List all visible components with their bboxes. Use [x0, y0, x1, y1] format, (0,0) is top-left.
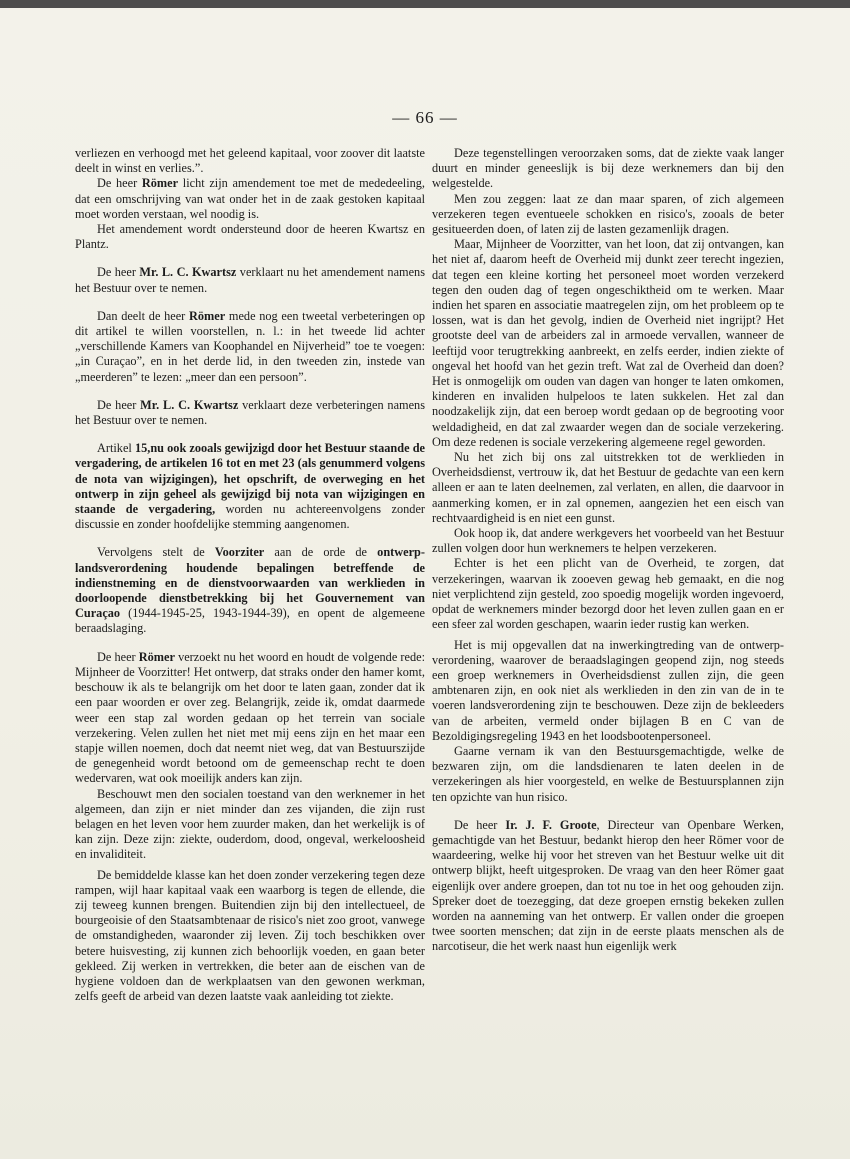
- page-number: — 66 —: [392, 108, 458, 127]
- paragraph: De heer Mr. L. C. Kwartsz verklaart deze verbeteringen namens het Bestuur over te nemen.: [75, 397, 425, 428]
- paragraph: Het is mij opgevallen dat na inwerkingtreding van de ontwerp-verordening, waarover de beraadslagingen geopend zijn, nog steeds een groep werknemers in Overheidsdienst zullen zijn, die geen ambtenaren zijn, en ook niet als werklieden in den zin van de in te voeren landsverordening zijn te beschouwen. Deze zijn de bekleeders van de arbeiten, vermeld onder bijlagen B en C van de Bezoldigingsregeling 1943 en het loodsbootenpersoneel.: [432, 637, 784, 743]
- paragraph: De heer Ir. J. F. Groote, Directeur van Openbare Werken, gemachtigde van het Bestuur, bedankt hierop den heer Römer voor de waardeering, welke hij voor het streven van het Bestuur welke uit dit ontwerp blijkt, heeft uitgesproken. De vraag van den heer Römer gaat eigenlijk over andere groepen, dan tot nu toe in het oog gehouden zijn. Spreker doet de toezegging, dat deze groepen ernstig bekeken zullen worden na aanneming van het ontwerp. Er vallen onder die groepen twee soorten menschen; dat zijn in de eerste plaats menschen als de narcotiseur, die het werk naast hun eigenlijk werk: [432, 817, 784, 954]
- right-column: [432, 146, 784, 955]
- paragraph: De bemiddelde klasse kan het doen zonder verzekering tegen deze rampen, wijl haar kapitaal vaak een waarborg is tegen de ellende, die zij teweeg kunnen brengen. Buitendien zijn bij den intellectueel, de bourgeoisie of den Staatsambtenaar de risico's niet zoo groot, vanwege de omstandigheden, waaronder zij leven. Zij toch beschikken over betere huisvesting, zij kunnen zich behoorlijk voeden, en gaan beter gekleed. Zij werken in vertrekken, die beter aan de eischen van de hygiene voldoen dan de werkplaatsen van den gewonen werkman, zelfs geeft de arbeid van dezen laatste vaak aanleiding tot ziekte.: [75, 867, 425, 1004]
- paragraph: Men zou zeggen: laat ze dan maar sparen, of zich algemeen verzekeren tegen eventueele schokken en risico's, zooals de beter gesitueerden doen, of laten zij de lasten gezamenlijk dragen.: [432, 191, 784, 237]
- paragraph: Het amendement wordt ondersteund door de heeren Kwartsz en Plantz.: [75, 222, 425, 252]
- paragraph: De heer Mr. L. C. Kwartsz verklaart nu het amendement namens het Bestuur over te nemen.: [75, 265, 425, 295]
- paragraph: Maar, Mijnheer de Voorzitter, van het loon, dat zij ontvangen, kan het niet af, daarom heeft de Overheid mij dunkt zeer terecht ingezien, dat tegen een kleine korting het personeel moet worden verzekerd tegen den ouden dag of tegen ongeschiktheid om te werken. Maar indien het sparen en associatie maatregelen zijn, om het probleem op te lossen, wat is dan het gevolg, indien de Overheid niet ingrijpt? Het grootste deel van de arbeiders zal in armoede vervallen, wanneer de leeftijd voor terugtrekking aanbreekt, en zelfs eerder, indien ziekte of ongeval het hoofd van het gezin treft. Wat zal de Overheid dan doen? Het is onmogelijk om ouden van dagen van honger te laten omkomen, kinderen en invaliden hulpeloos te laten sukkelen. Het zal dan noodzakelijk zijn, dat een beroep wordt gedaan op de begrooting voor weldadigheid, en dat zal zwaarder wegen dan de sociale verzekering. Om deze redenen is sociale verzekering algemeene regel geworden.: [432, 237, 784, 449]
- paragraph: Beschouwt men den socialen toestand van den werknemer in het algemeen, dan zijn er niet minder dan zes vijanden, die zijn rust belagen en het leven voor hem zuurder maken, dan het werkelijk is of kan zijn. Deze zijn: ziekte, ouderdom, dood, ongeval, werkeloosheid en invaliditeit.: [75, 786, 425, 862]
- paragraph: verliezen en verhoogd met het geleend kapitaal, voor zoover dit laatste deelt in winst en verlies.”.: [75, 146, 425, 176]
- paragraph: Dan deelt de heer Römer mede nog een tweetal verbeteringen op dit artikel te willen voorstellen, n. l.: in het tweede lid achter „verschillende Kamers van Koophandel en Nijverheid” toe te voegen: „in Curaçao”, en in het derde lid, in den tweeden zin, instede van „meerderen” te lezen: „meer dan een persoon”.: [75, 308, 426, 384]
- paragraph: De heer Römer verzoekt nu het woord en houdt de volgende rede: Mijnheer de Voorzitter! Het ontwerp, dat straks onder den hamer komt, beschouw ik als te belangrijk om het door te laten gaan, zonder dat ik een paar woorden er over zeg. Belangrijk, zeide ik, omdat daarmede weer een stap zal worden gedaan op het terrein van sociale verzekering. Velen zullen het niet met mij eens zijn en het maar een stapje willen noemen, doch dat neemt niet weg, dat van Bestuurszijde de genegenheid wordt betoond om de gemeenschap recht te doen wedervaren, wat ook moeilijk anders kan zijn.: [75, 649, 425, 786]
- paragraph: Vervolgens stelt de Voorziter aan de orde de ontwerp-landsverordening houdende bepalingen betreffende de indienstneming en de dienstvoorwaarden van werklieden in doorloopende dienstbetrekking bij het Gouvernement van Curaçao (1944-1945-25, 1943-1944-39), en opent de algemeene beraadslaging.: [75, 545, 425, 636]
- paragraph: Nu het zich bij ons zal uitstrekken tot de werklieden in Overheidsdienst, vertrouw ik, dat het Bestuur de gedachte van een kern alleen er aan te laten deelnemen, zal verlaten, en allen, die daarvoor in aanmerking komen, er in zal opnemen, aangezien het een eisch van rechtvaardigheid is en niet een gunst.: [432, 450, 784, 525]
- left-column: [75, 146, 425, 1004]
- paragraph: Deze tegenstellingen veroorzaken soms, dat de ziekte vaak langer duurt en minder geneeslijk is bij deze werknemers dan bij den welgestelde.: [432, 146, 784, 191]
- paragraph: Artikel 15,nu ook zooals gewijzigd door het Bestuur staande de vergadering, de artikelen 16 tot en met 23 (als genummerd volgens de nota van wijzigingen), het opschrift, de overweging en het ontwerp in zijn geheel als gewijzigd bij nota van wijzigingen en staande de vergadering, worden nu achtereenvolgens zonder discussie en zonder hoofdelijke stemming aangenomen.: [75, 441, 425, 532]
- paragraph: De heer Römer licht zijn amendement toe met de mededeeling, dat een omschrijving van wat onder het in de zaak gestoken kapitaal moet worden verstaan, wel noodig is.: [75, 176, 426, 221]
- paragraph: Ook hoop ik, dat andere werkgevers het voorbeeld van het Bestuur zullen volgen door hun werknemers te helpen verzekeren.: [432, 526, 784, 556]
- paragraph: Gaarne vernam ik van den Bestuursgemachtigde, welke de bezwaren zijn, om die landsdienaren te laten deelen in de verzekeringen als hier voorgesteld, en welke de Bestuursplannen zijn ten opzichte van hun risico.: [432, 743, 784, 804]
- paragraph: Echter is het een plicht van de Overheid, te zorgen, dat verzekeringen, waarvan ik zooeven gewag heb gemaakt, en die nog niet verplichtend zijn gesteld, zoo spoedig mogelijk worden ingevoerd, opdat de werknemers minder bezorgd door het leven zullen gaan en er een sfeer zal worden geschapen, waarin ieder rustig kan werken.: [432, 556, 784, 632]
